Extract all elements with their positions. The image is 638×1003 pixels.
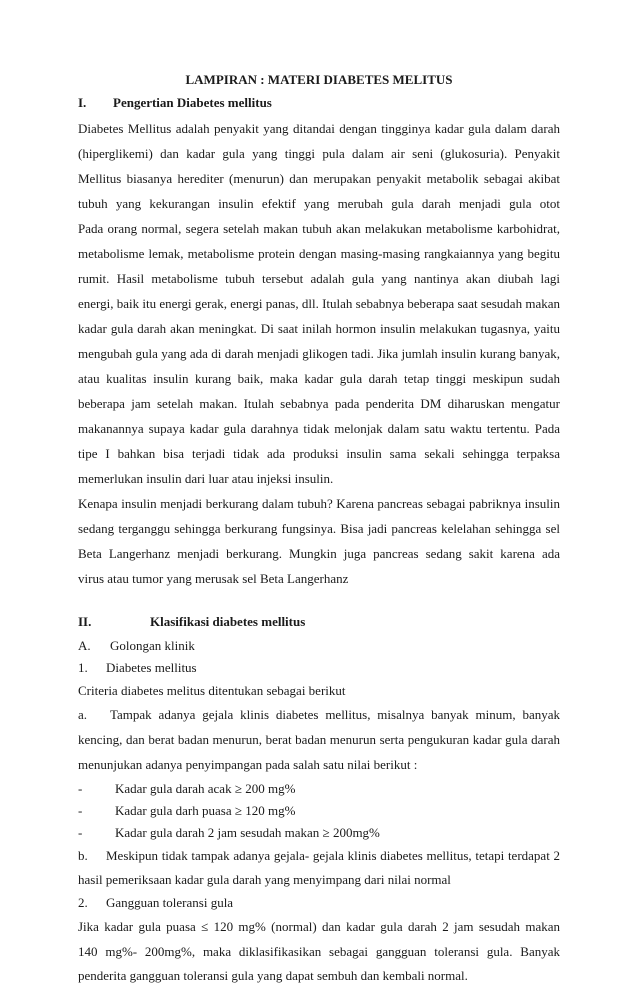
paragraph-line: tipe I bahkan bisa terjadi tidak ada produksi insulin sama sekali sehingga terpaksa xyxy=(78,446,560,461)
paragraph-line: Beta Langerhanz menjadi berkurang. Mungkin juga pancreas sedang sakit karena ada xyxy=(78,546,560,561)
paragraph-line: sedang terganggu sehingga berkurang fungsinya. Bisa jadi pancreas kelelahan sehingga sel xyxy=(78,521,560,536)
dash-bullet: - xyxy=(78,781,83,796)
paragraph-line: menunjukan adanya penyimpangan pada salah satu nilai berikut : xyxy=(78,757,418,772)
subheading-a xyxy=(78,635,560,657)
item-b-line xyxy=(78,845,560,867)
paragraph-line: Kenapa insulin menjadi berkurang dalam tubuh? Karena pancreas sebagai pabriknya insulin xyxy=(78,496,560,511)
paragraph-line: atau kualitas insulin kurang baik, maka kadar gula darah tetap tinggi meskipun sudah xyxy=(78,371,560,386)
item-a-text: Tampak adanya gejala klinis diabetes mellitus, misalnya banyak minum, banyak xyxy=(110,707,560,722)
section-1-title: Pengertian Diabetes mellitus xyxy=(113,95,272,110)
dash-item xyxy=(78,778,560,800)
subheading-a-text: Golongan klinik xyxy=(110,638,195,653)
subheading-1 xyxy=(78,657,560,679)
paragraph-line: penderita gangguan toleransi gula yang dapat sembuh dan kembali normal. xyxy=(78,968,468,983)
section-2-title: Klasifikasi diabetes mellitus xyxy=(150,614,306,629)
item-b-text: Meskipun tidak tampak adanya gejala- gejala klinis diabetes mellitus, tetapi terdapat 2 xyxy=(106,848,560,863)
paragraph-line: Pada orang normal, segera setelah makan tubuh akan melakukan metabolisme karbohidrat, xyxy=(78,221,560,236)
dash-bullet: - xyxy=(78,803,83,818)
dash-item xyxy=(78,800,560,822)
section-1-number: I. xyxy=(78,95,87,110)
subheading-1-text: Diabetes mellitus xyxy=(106,660,197,675)
item-a-line xyxy=(78,704,560,726)
section-2-number: II. xyxy=(78,614,92,629)
paragraph-line: hasil pemeriksaan kadar gula darah yang menyimpang dari nilai normal xyxy=(78,872,451,887)
paragraph-line: 140 mg%- 200mg%, maka diklasifikasikan sebagai gangguan toleransi gula. Banyak xyxy=(78,944,560,959)
subheading-1-label: 1. xyxy=(78,660,88,675)
paragraph-line: tubuh yang kekurangan insulin efektif yang merubah gula darah menjadi gula otot xyxy=(78,196,560,211)
paragraph-line: Diabetes Mellitus adalah penyakit yang ditandai dengan tingginya kadar gula dalam darah xyxy=(78,121,560,136)
dash-bullet: - xyxy=(78,825,83,840)
paragraph-line: mengubah gula yang ada di darah menjadi glikogen tadi. Jika jumlah insulin kurang banyak, xyxy=(78,346,560,361)
paragraph-line: Jika kadar gula puasa ≤ 120 mg% (normal) dan kadar gula darah 2 jam sesudah makan xyxy=(78,919,560,934)
paragraph-line: beberapa jam setelah makan. Itulah sebabnya pada penderita DM diharuskan mengatur xyxy=(78,396,560,411)
subheading-2 xyxy=(78,892,560,914)
subheading-a-label: A. xyxy=(78,638,91,653)
item-b-label: b. xyxy=(78,848,88,863)
item-a-label: a. xyxy=(78,707,88,722)
paragraph-line: memerlukan insulin dari luar atau injeksi insulin. xyxy=(78,471,334,486)
paragraph-line: virus atau tumor yang merusak sel Beta Langerhanz xyxy=(78,571,349,586)
dash-item-text: Kadar gula darah 2 jam sesudah makan ≥ 200mg% xyxy=(115,825,380,840)
paragraph-line: kencing, dan berat badan menurun, berat badan menurun serta pengukuran kadar gula darah xyxy=(78,732,560,747)
paragraph-line: Mellitus biasanya herediter (menurun) dan merupakan penyakit metabolik sebagai akibat xyxy=(78,171,560,186)
dash-item xyxy=(78,822,560,844)
dash-item-text: Kadar gula darh puasa ≥ 120 mg% xyxy=(115,803,296,818)
subheading-2-label: 2. xyxy=(78,895,88,910)
paragraph-line: energi, baik itu energi gerak, energi panas, dll. Itulah sebabnya beberapa saat sesudah makan xyxy=(78,296,560,311)
paragraph-line: metabolisme lemak, metabolisme protein dengan masing-masing rangkaiannya yang begitu xyxy=(78,246,560,261)
section-2-heading xyxy=(78,611,560,633)
dash-item-text: Kadar gula darah acak ≥ 200 mg% xyxy=(115,781,296,796)
paragraph-line: makanannya supaya kadar gula darahnya tidak melonjak dalam satu waktu tertentu. Pada xyxy=(78,421,560,436)
paragraph-line: kadar gula darah akan meningkat. Di saat inilah hormon insulin melakukan tugasnya, yaitu xyxy=(78,321,560,336)
criteria-line: Criteria diabetes melitus ditentukan sebagai berikut xyxy=(78,683,346,698)
document-title: LAMPIRAN : MATERI DIABETES MELITUS xyxy=(185,72,453,87)
subheading-2-text: Gangguan toleransi gula xyxy=(106,895,234,910)
paragraph-line: rumit. Hasil metabolisme tubuh tersebut adalah gula yang nantinya akan diubah lagi xyxy=(78,271,560,286)
section-1-heading xyxy=(78,92,560,114)
paragraph-line: (hiperglikemi) dan kadar gula yang tinggi pula dalam air seni (glukosuria). Penyakit xyxy=(78,146,560,161)
